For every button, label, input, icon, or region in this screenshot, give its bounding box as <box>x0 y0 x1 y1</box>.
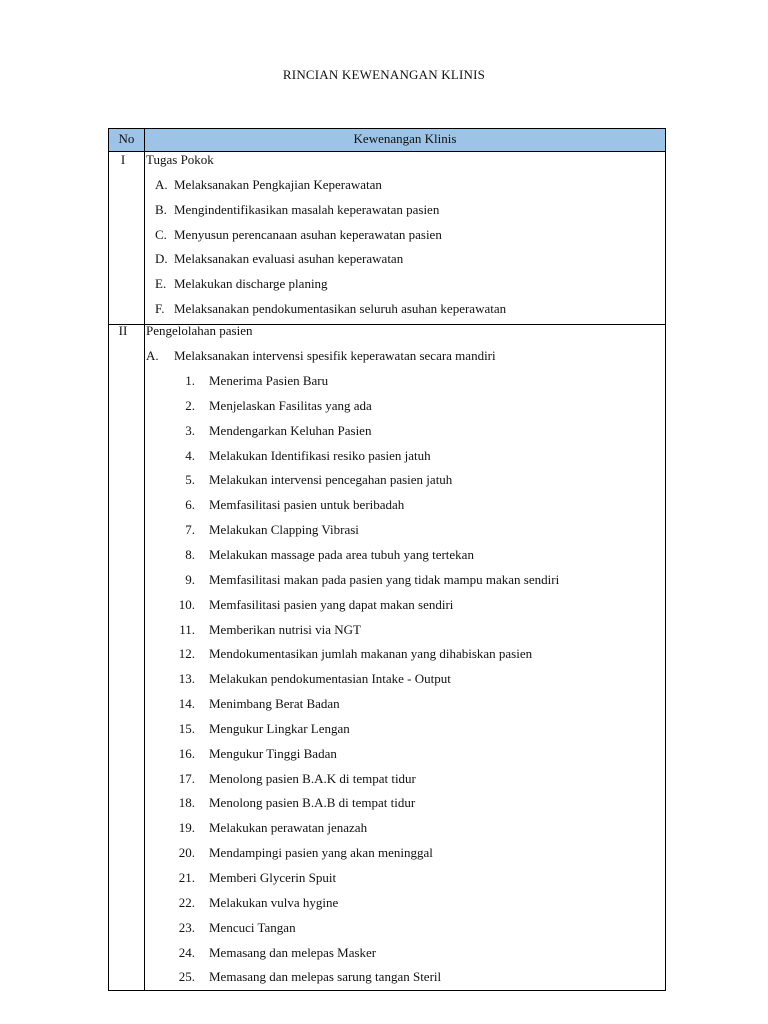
item-letter: E. <box>155 276 167 292</box>
item-text: Melakukan intervensi pencegahan pasien jatuh <box>209 472 453 488</box>
item-number: 13. <box>178 671 195 687</box>
item-text: Menolong pasien B.A.B di tempat tidur <box>209 795 416 811</box>
item-number: 9. <box>185 571 195 587</box>
item-text: Mendengarkan Keluhan Pasien <box>209 422 372 438</box>
item-text: Menimbang Berat Badan <box>209 696 340 712</box>
item-number: 7. <box>185 522 195 538</box>
item-text: Melakukan pendokumentasian Intake - Output <box>209 671 451 687</box>
item-text: Memfasilitasi pasien untuk beribadah <box>209 497 405 513</box>
section2-no: II <box>118 323 128 338</box>
header-no: No <box>109 129 144 151</box>
item-text: Melaksanakan evaluasi asuhan keperawatan <box>174 251 404 267</box>
item-text: Memasang dan melepas sarung tangan Steril <box>209 969 442 985</box>
item-text: Melakukan Clapping Vibrasi <box>209 522 359 538</box>
item-letter: A. <box>155 177 168 192</box>
item-number: 17. <box>178 770 195 786</box>
item-number: 10. <box>178 596 195 612</box>
item-number: 6. <box>185 497 195 513</box>
clinical-authority-table <box>108 128 666 991</box>
header-kewenangan: Kewenangan Klinis <box>353 131 457 146</box>
item-text: Mencuci Tangan <box>209 919 296 935</box>
table-header-row <box>109 129 665 152</box>
item-number: 18. <box>178 795 195 811</box>
item-text: Melakukan vulva hygine <box>209 894 339 910</box>
item-number: 5. <box>185 472 195 488</box>
item-number: 16. <box>178 745 195 761</box>
item-number: 15. <box>178 720 195 736</box>
item-text: Memfasilitasi pasien yang dapat makan sendiri <box>209 596 454 612</box>
item-number: 23. <box>178 919 195 935</box>
subsection-letter: A. <box>146 348 159 363</box>
item-text: Melakukan perawatan jenazah <box>209 820 368 836</box>
item-text: Menjelaskan Fasilitas yang ada <box>209 397 372 413</box>
item-number: 2. <box>185 397 195 413</box>
item-text: Melakukan discharge planing <box>174 276 328 292</box>
item-text: Memasang dan melepas Masker <box>209 944 377 960</box>
item-letter: B. <box>155 201 167 217</box>
item-text: Menolong pasien B.A.K di tempat tidur <box>209 770 416 786</box>
item-number: 12. <box>178 646 195 662</box>
section2-title: Pengelolahan pasien <box>146 323 253 338</box>
item-number: 19. <box>178 820 195 836</box>
item-text: Memfasilitasi makan pada pasien yang tidak mampu makan sendiri <box>209 571 560 587</box>
item-text: Melakukan Identifikasi resiko pasien jatuh <box>209 447 431 463</box>
item-letter: C. <box>155 226 167 242</box>
document-title: RINCIAN KEWENANGAN KLINIS <box>282 67 486 82</box>
item-text: Mendampingi pasien yang akan meninggal <box>209 845 433 861</box>
item-number: 25. <box>178 969 195 985</box>
section1-no: I <box>120 152 126 167</box>
item-text: Melaksanakan Pengkajian Keperawatan <box>174 177 382 192</box>
item-text: Menerima Pasien Baru <box>209 373 329 388</box>
item-text: Memberikan nutrisi via NGT <box>209 621 361 637</box>
item-number: 11. <box>179 621 195 637</box>
item-text: Menyusun perencanaan asuhan keperawatan pasien <box>174 226 442 242</box>
item-number: 8. <box>185 546 195 562</box>
item-text: Mendokumentasikan jumlah makanan yang dihabiskan pasien <box>209 646 533 662</box>
item-number: 24. <box>178 944 195 960</box>
item-text: Mengukur Lingkar Lengan <box>209 720 350 736</box>
column-divider <box>144 129 145 990</box>
item-number: 20. <box>178 845 195 861</box>
item-text: Memberi Glycerin Spuit <box>209 870 337 885</box>
item-number: 3. <box>185 422 195 438</box>
item-number: 21. <box>178 870 195 885</box>
item-number: 1. <box>185 373 195 388</box>
subsection-title: Melaksanakan intervensi spesifik keperawatan secara mandiri <box>174 348 496 363</box>
item-number: 14. <box>178 696 195 712</box>
item-letter: F. <box>155 301 165 316</box>
item-letter: D. <box>155 251 168 267</box>
section1-title: Tugas Pokok <box>146 152 214 167</box>
item-text: Mengukur Tinggi Badan <box>209 745 337 761</box>
item-number: 4. <box>185 447 195 463</box>
item-text: Mengindentifikasikan masalah keperawatan pasien <box>174 201 440 217</box>
item-text: Melaksanakan pendokumentasikan seluruh asuhan keperawatan <box>174 301 507 316</box>
item-text: Melakukan massage pada area tubuh yang tertekan <box>209 546 474 562</box>
item-number: 22. <box>178 894 195 910</box>
